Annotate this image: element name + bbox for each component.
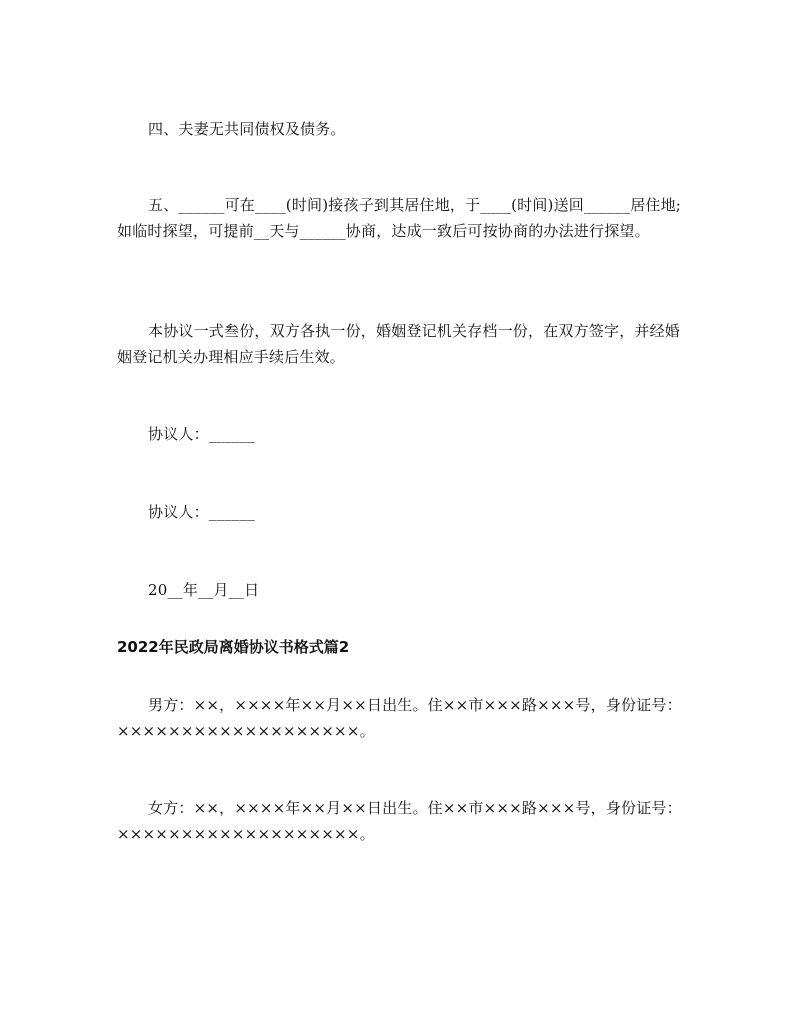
male-party-paragraph: 男方：××，××××年××月××日出生。住××市×××路×××号，身份证号：×××××××××××××××××××。 <box>117 696 682 740</box>
agreement-closing-paragraph: 本协议一式叁份，双方各执一份，婚姻登记机关存档一份，在双方签字，并经婚姻登记机关办理相应手续后生效。 <box>117 322 681 366</box>
section-title: 2022年民政局离婚协议书格式篇2 <box>117 638 350 656</box>
item-five-paragraph: 五、______可在____(时间)接孩子到其居住地，于____(时间)送回______居住地;如临时探望，可提前__天与______协商，达成一致后可按协商的办法进行探望。 <box>117 196 682 240</box>
signature-line-2: 协议人：______ <box>148 503 256 521</box>
female-party-paragraph: 女方：××，××××年××月××日出生。住××市×××路×××号，身份证号：×××××××××××××××××××。 <box>117 799 682 843</box>
date-line: 20__年__月__日 <box>148 581 260 599</box>
item-four-paragraph: 四、夫妻无共同债权及债务。 <box>148 120 346 138</box>
signature-line-1: 协议人：______ <box>148 425 256 443</box>
